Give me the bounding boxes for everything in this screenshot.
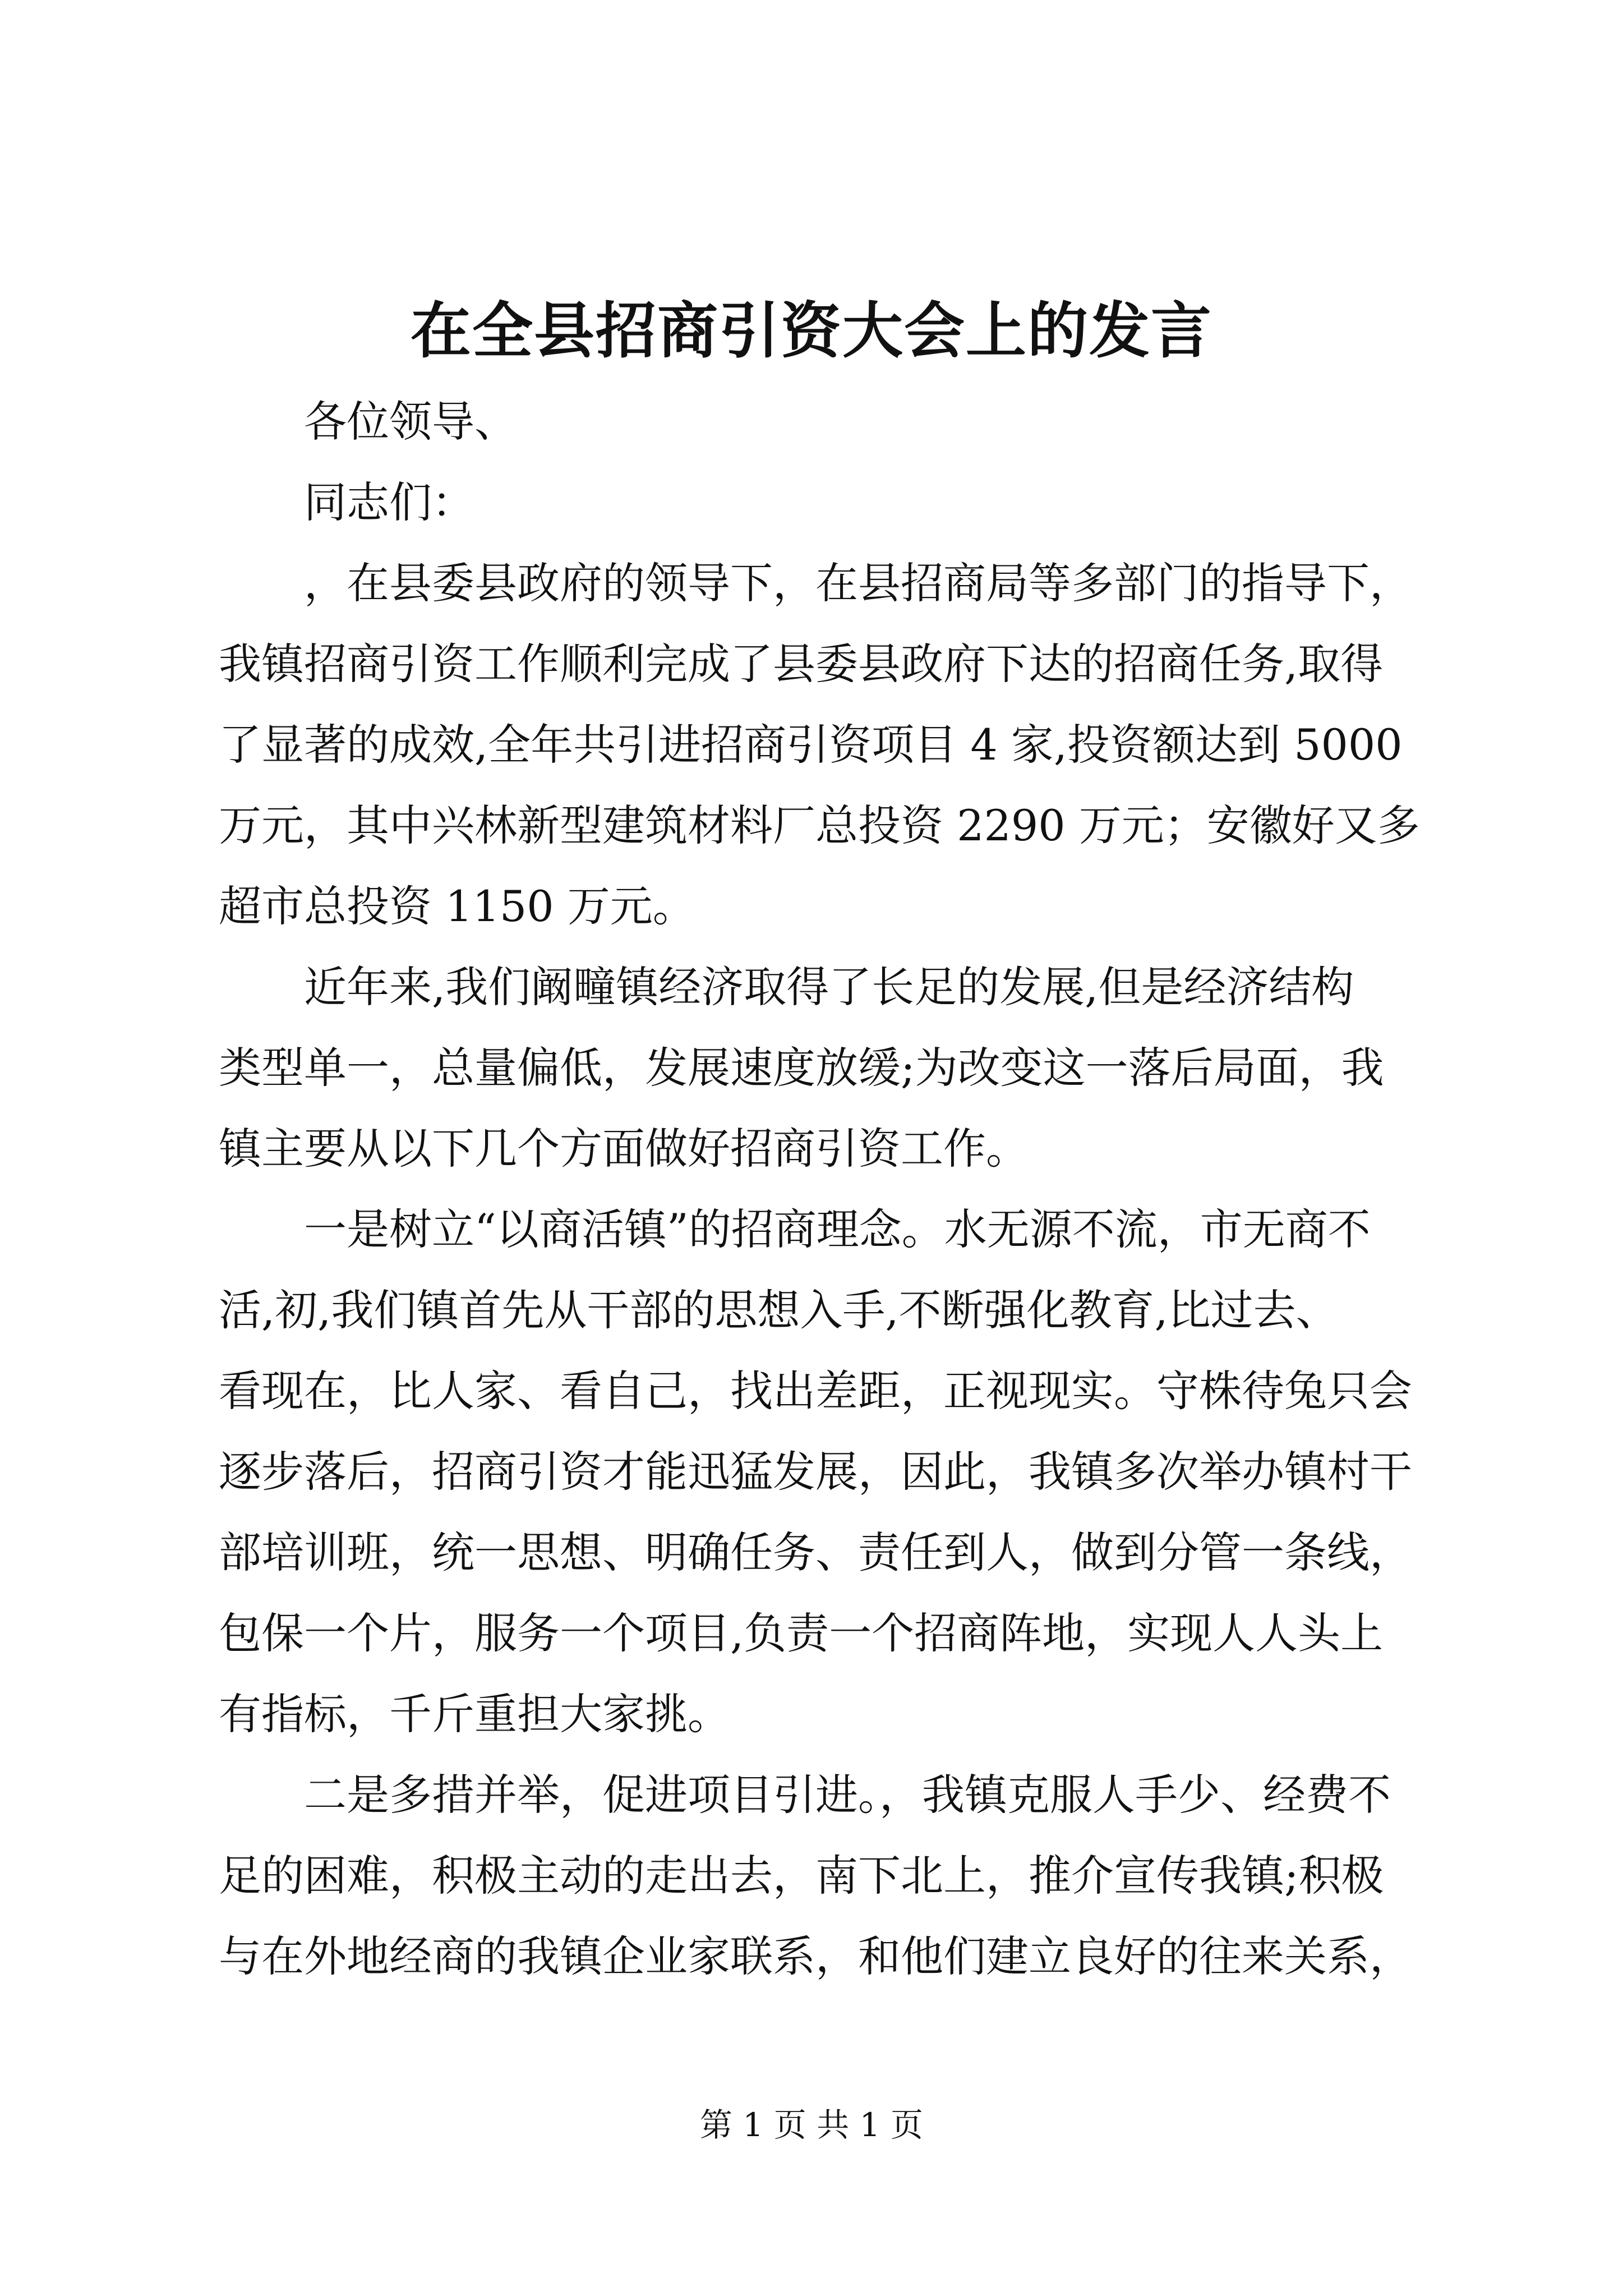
paragraph-line: 看现在，比人家、看自己，找出差距，正视现实。守株待兔只会 (219, 1366, 1412, 1416)
document-title: 在全县招商引资大会上的发言 (410, 296, 1212, 366)
paragraph-line: 有指标，千斤重担大家挑。 (219, 1689, 730, 1739)
salutation-line: 各位领导、 (304, 397, 517, 447)
paragraph-line: 部培训班，统一思想、明确任务、责任到人，做到分管一条线， (219, 1527, 1412, 1577)
paragraph-line: 超市总投资 1150 万元。 (219, 881, 695, 931)
paragraph-line: 一是树立“以商活镇”的招商理念。水无源不流，市无商不 (304, 1204, 1371, 1254)
salutation-line: 同志们： (304, 477, 474, 527)
document-body (219, 381, 1436, 1997)
paragraph-line: 镇主要从以下几个方面做好招商引资工作。 (219, 1124, 1029, 1174)
paragraph-line: 包保一个片，服务一个项目,负责一个招商阵地，实现人人头上 (219, 1608, 1384, 1658)
paragraph-line: 类型单一，总量偏低，发展速度放缓;为改变这一落后局面，我 (219, 1043, 1384, 1093)
paragraph-line: 与在外地经商的我镇企业家联系，和他们建立良好的往来关系， (219, 1931, 1412, 1981)
paragraph-line: 了显著的成效,全年共引进招商引资项目 4 家,投资额达到 5000 (219, 720, 1403, 770)
paragraph-line: 二是多措并举，促进项目引进。，我镇克服人手少、经费不 (304, 1770, 1391, 1820)
paragraph-line: 足的困难，积极主动的走出去，南下北上，推介宣传我镇;积极 (219, 1851, 1384, 1901)
paragraph-line: 我镇招商引资工作顺利完成了县委县政府下达的招商任务,取得 (219, 639, 1384, 689)
paragraph-line: 万元，其中兴林新型建筑材料厂总投资 2290 万元；安徽好又多 (219, 800, 1420, 850)
paragraph-line: ，在县委县政府的领导下，在县招商局等多部门的指导下， (304, 558, 1412, 608)
paragraph-line: 活,初,我们镇首先从干部的思想入手,不断强化教育,比过去、 (219, 1285, 1339, 1335)
paragraph-line: 近年来,我们阚疃镇经济取得了长足的发展,但是经济结构 (304, 962, 1354, 1012)
page-number-footer: 第 1 页 共 1 页 (700, 2106, 923, 2144)
paragraph-line: 逐步落后，招商引资才能迅猛发展，因此，我镇多次举办镇村干 (219, 1447, 1412, 1497)
